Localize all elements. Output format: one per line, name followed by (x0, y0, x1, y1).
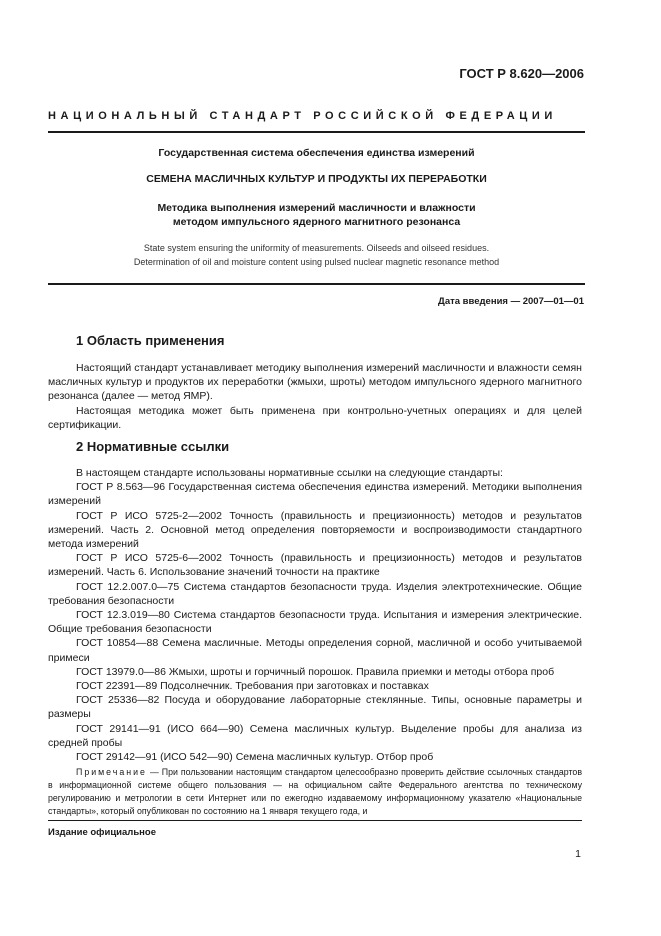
reference-item: ГОСТ 29142—91 (ИСО 542—90) Семена масличных культур. Отбор проб (76, 751, 434, 764)
title-method-line2: методом импульсного ядерного магнитного резонанса (172, 216, 461, 228)
title-system: Государственная система обеспечения единства измерений (158, 147, 475, 159)
section2-heading: 2 Нормативные ссылки (76, 439, 230, 454)
note-text: — При пользовании настоящим стандартом целесообразно проверить действие ссылочных стандартов в информационной системе общего пользования — на официальном сайте Федерального агентства по техническому регулированию и метрологии в сети Интернет или по ежегодно издаваемому информационному указателю «Национальные стандарты», который опубликован по состоянию на 1 января текущего года, и (48, 767, 582, 816)
title-main: СЕМЕНА МАСЛИЧНЫХ КУЛЬТУР И ПРОДУКТЫ ИХ ПЕРЕРАБОТКИ (146, 173, 487, 185)
title-english (48, 241, 585, 269)
section2-body (48, 466, 582, 764)
reference-item: ГОСТ 12.2.007.0—75 Система стандартов безопасности труда. Изделия электротехнические. Общие требования безопасности (48, 580, 582, 607)
edition-label: Издание официальное (48, 827, 156, 838)
note-block (48, 766, 582, 818)
page-number: 1 (575, 848, 581, 860)
title-method-line1: Методика выполнения измерений масличности и влажности (157, 202, 476, 214)
title-english-line2: Determination of oil and moisture content using pulsed nuclear magnetic resonance method (133, 257, 500, 267)
document-number: ГОСТ Р 8.620—2006 (459, 66, 584, 81)
section1-body (48, 361, 582, 432)
title-english-line1: State system ensuring the uniformity of measurements. Oilseeds and oilseed residues. (143, 243, 490, 253)
reference-item: ГОСТ 10854—88 Семена масличные. Методы определения сорной, масличной и особо учитываемой примеси (48, 637, 582, 664)
reference-item: ГОСТ 22391—89 Подсолнечник. Требования при заготовках и поставках (76, 680, 429, 693)
title-divider (48, 283, 585, 285)
reference-item: ГОСТ 25336—82 Посуда и оборудование лабораторные стеклянные. Типы, основные параметры и размеры (48, 694, 582, 721)
top-divider (48, 131, 585, 133)
note-label: Примечание (76, 767, 147, 777)
reference-item: ГОСТ Р ИСО 5725-6—2002 Точность (правильность и прецизионность) методов и результатов измерений. Часть 6. Использование значений точности на практике (48, 552, 582, 579)
introduction-date: Дата введения — 2007—01—01 (438, 296, 584, 307)
section1-heading: 1 Область применения (76, 333, 225, 348)
reference-item: ГОСТ 13979.0—86 Жмыхи, шроты и горчичный порошок. Правила приемки и методы отбора проб (76, 665, 555, 678)
reference-item: ГОСТ Р 8.563—96 Государственная система обеспечения единства измерений. Методики выполнения измерений (48, 481, 582, 508)
section1-paragraph: Настоящий стандарт устанавливает методику выполнения измерений масличности и влажности семян масличных культур и продуктов их переработки (жмыхи, шроты) методом импульсного ядерного магнитного резонанса (далее — метод ЯМР). (48, 362, 582, 403)
national-standard-banner: НАЦИОНАЛЬНЫЙ СТАНДАРТ РОССИЙСКОЙ ФЕДЕРАЦИИ (48, 110, 557, 122)
title-method (48, 201, 585, 229)
footer-divider (48, 820, 582, 821)
reference-item: В настоящем стандарте использованы нормативные ссылки на следующие стандарты: (76, 467, 503, 479)
reference-item: ГОСТ 12.3.019—80 Система стандартов безопасности труда. Испытания и измерения электрические. Общие требования безопасности (48, 609, 582, 636)
section1-paragraph: Настоящая методика может быть применена при контрольно-учетных операциях и для целей сертификации. (48, 404, 582, 431)
reference-item: ГОСТ Р ИСО 5725-2—2002 Точность (правильность и прецизионность) методов и результатов измерений. Часть 2. Основной метод определения повторяемости и воспроизводимости стандартного метода измерений (48, 509, 582, 551)
reference-item: ГОСТ 29141—91 (ИСО 664—90) Семена масличных культур. Выделение пробы для анализа из средней пробы (48, 722, 582, 749)
